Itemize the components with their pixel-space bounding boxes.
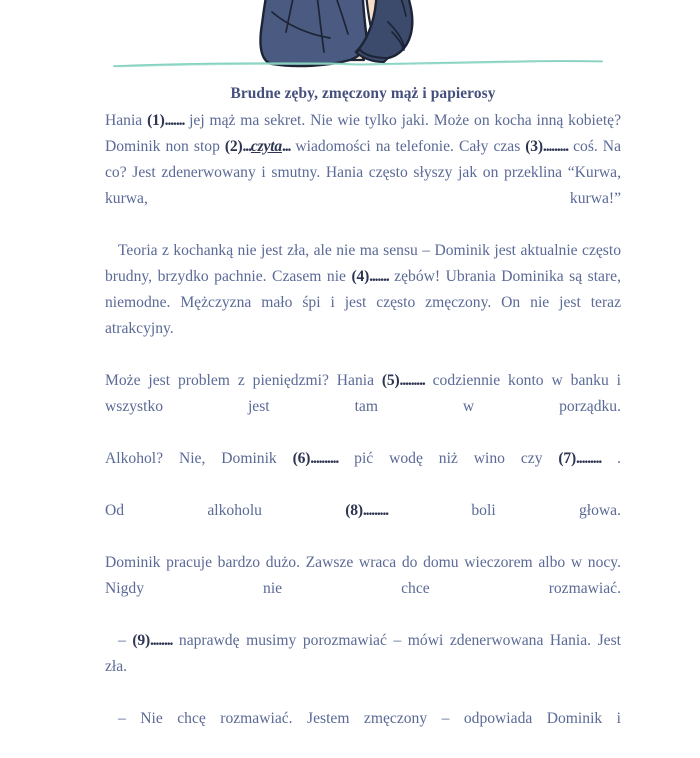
fill-in-blank-6[interactable]: [293, 450, 339, 467]
blank-dots: ........: [149, 632, 173, 649]
fill-in-blank-9[interactable]: [132, 632, 172, 649]
paragraph-indent: [105, 706, 118, 732]
paragraph: [105, 368, 621, 446]
blank-dots: .........: [542, 138, 569, 155]
divider-stroke: [112, 57, 604, 71]
body-text: codziennie konto w banku i wszystko jest tam w porządku.: [105, 372, 621, 415]
fill-in-blank-4[interactable]: [351, 268, 388, 285]
body-text: – Nie chcę rozmawiać. Jestem zmęczony – odpowiada Dominik i: [118, 710, 621, 727]
body-text: Alkohol? Nie, Dominik: [105, 450, 293, 467]
body-text: .: [601, 450, 621, 467]
paragraph-indent: [105, 238, 118, 264]
body-text: boli głowa.: [388, 502, 621, 519]
blank-dots-leading: ...: [242, 138, 251, 155]
paragraph: [105, 706, 621, 758]
paragraph: [105, 108, 621, 238]
paragraph: [105, 238, 621, 368]
body-text: Dominik pracuje bardzo dużo. Zawsze wraca do domu wieczorem albo w nocy. Nigdy nie chce rozmawiać.: [105, 554, 621, 597]
fill-in-blank-7[interactable]: [558, 450, 601, 467]
blank-dots: .......: [369, 268, 389, 285]
blank-dots: .........: [362, 502, 389, 519]
page-title: Brudne zęby, zmęczony mąż i papierosy: [230, 85, 496, 102]
body-text: Teoria z kochanką nie jest zła, ale nie ma sensu – Dominik jest aktualnie często brudny, brzydko pachnie. Czasem nie: [105, 242, 621, 285]
paragraph-indent: [105, 628, 118, 654]
blank-dots: .........: [399, 372, 425, 389]
blank-number: (1): [147, 112, 165, 129]
paragraph: [105, 446, 621, 498]
blank-number: (4): [351, 268, 370, 285]
body-text: –: [118, 632, 133, 649]
paragraph: [105, 498, 621, 550]
decorative-divider-line: [112, 57, 604, 71]
seated-woman-illustration: [0, 0, 700, 62]
paragraph: [105, 550, 621, 628]
blank-number: (3): [525, 138, 543, 155]
blank-number: (7): [558, 450, 576, 467]
body-text: Może jest problem z pieniędzmi? Hania: [105, 372, 382, 389]
fill-in-blank-1[interactable]: [147, 112, 184, 129]
blank-number: (8): [345, 502, 363, 519]
paragraph: [105, 628, 621, 706]
blank-dots-trailing: ...: [281, 138, 291, 155]
body-text: coś. Na co? Jest zdenerwowany i smutny. Hania często słyszy jak on przeklina “Kurwa, kurwa, kurwa!”: [105, 138, 621, 207]
fill-in-blank-2-answered[interactable]: [225, 138, 290, 155]
body-text: naprawdę musimy porozmawiać – mówi zdenerwowana Hania. Jest zła.: [105, 632, 621, 675]
body-text: Hania: [105, 112, 148, 129]
paragraph-container: [105, 108, 621, 758]
fill-in-blank-8[interactable]: [345, 502, 388, 519]
blank-answer-text: czyta: [250, 138, 282, 155]
body-text: wiadomości na telefonie. Cały czas: [290, 138, 526, 155]
body-text: jej mąż ma sekret. Nie wie tylko jaki. Może on kocha inną kobietę? Dominik non stop: [105, 112, 621, 155]
blank-number: (5): [381, 372, 400, 389]
blank-number: (9): [132, 632, 150, 649]
blank-number: (2): [224, 138, 243, 155]
body-text: pić wodę niż wino czy: [338, 450, 559, 467]
body-text: zębów! Ubrania Dominika są stare, niemodne. Mężczyzna mało śpi i jest często zmęczony. On nie jest teraz atrakcyjny.: [105, 268, 621, 337]
body-text: Od alkoholu: [105, 502, 346, 519]
fill-in-blank-5[interactable]: [382, 372, 425, 389]
blank-dots: ..........: [310, 450, 339, 467]
fill-in-blank-3[interactable]: [525, 138, 568, 155]
blank-number: (6): [292, 450, 311, 467]
blank-dots: .........: [576, 450, 602, 467]
article-body: [105, 83, 621, 758]
blank-dots: .......: [164, 112, 185, 129]
